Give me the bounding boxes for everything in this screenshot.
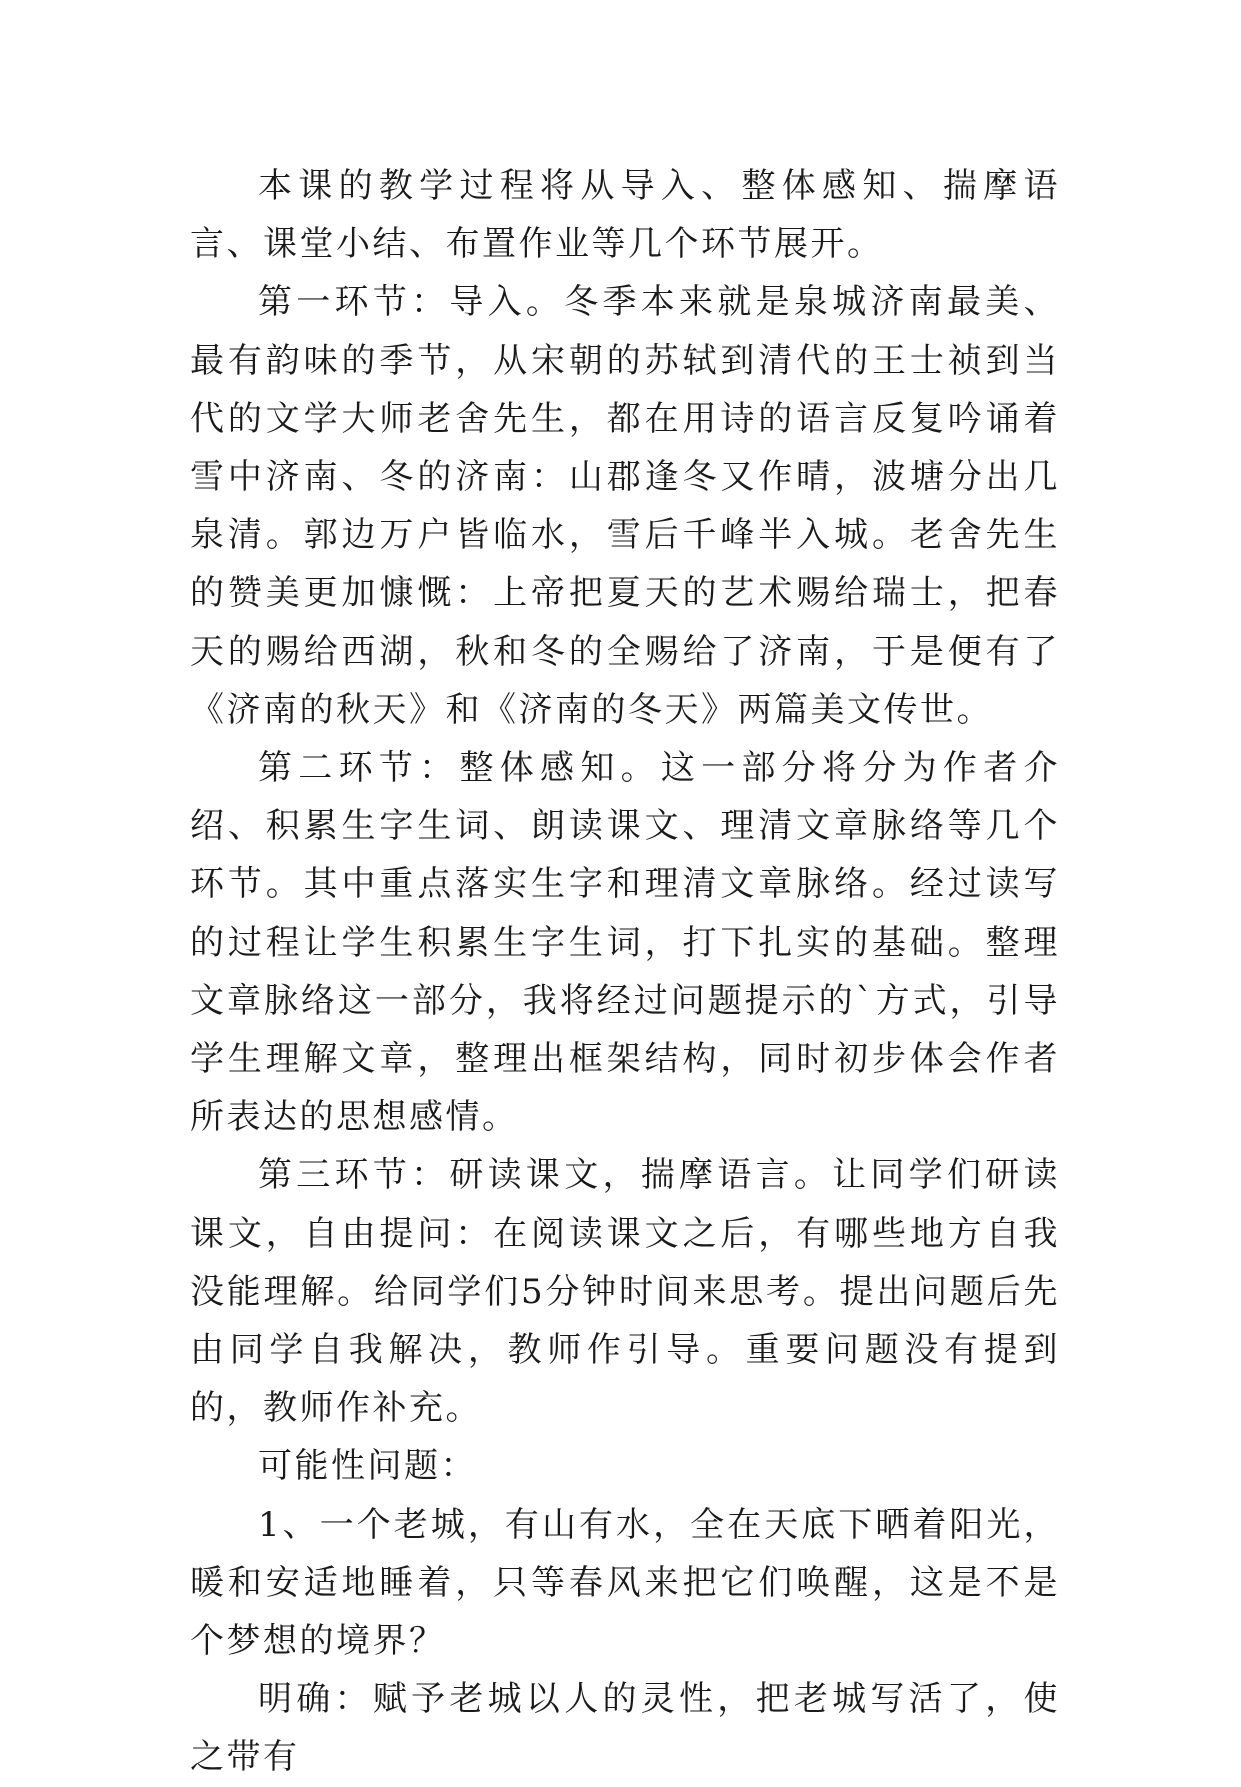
paragraph-step-one: 第一环节：导入。冬季本来就是泉城济南最美、最有韵味的季节，从宋朝的苏轼到清代的王士祯到当代的文学大师老舍先生，都在用诗的语言反复吟诵着雪中济南、冬的济南：山郡逢冬又作晴，波塘分出几泉清。郭边万户皆临水，雪后千峰半入城。老舍先生的赞美更加慷慨：上帝把夏天的艺术赐给瑞士，把春天的赐给西湖，秋和冬的全赐给了济南，于是便有了《济南的秋天》和《济南的冬天》两篇美文传世。 [190, 282, 1060, 730]
paragraph-step-three: 第三环节：研读课文，揣摩语言。让同学们研读课文，自由提问：在阅读课文之后，有哪些地方自我没能理解。给同学们5分钟时间来思考。提出问题后先由同学自我解决，教师作引导。重要问题没有提到的，教师作补充。 [190, 1155, 1060, 1429]
paragraph-intro: 本课的教学过程将从导入、整体感知、揣摩语言、课堂小结、布置作业等几个环节展开。 [190, 166, 1060, 265]
paragraph-answer: 明确：赋予老城以人的灵性，把老城写活了，使之带有 [190, 1679, 1060, 1778]
paragraph-question-one: 1、一个老城，有山有水，全在天底下晒着阳光，暖和安适地睡着，只等春风来把它们唤醒，这是不是个梦想的境界？ [190, 1504, 1060, 1662]
paragraph-step-two: 第二环节：整体感知。这一部分将分为作者介绍、积累生字生词、朗读课文、理清文章脉络等几个环节。其中重点落实生字和理清文章脉络。经过读写的过程让学生积累生字生词，打下扎实的基础。整理文章脉络这一部分，我将经过问题提示的`方式，引导学生理解文章，整理出框架结构，同时初步体会作者所表达的思想感情。 [190, 748, 1060, 1138]
document-body [190, 157, 1060, 1787]
paragraph-possible-questions: 可能性问题： [258, 1446, 477, 1487]
